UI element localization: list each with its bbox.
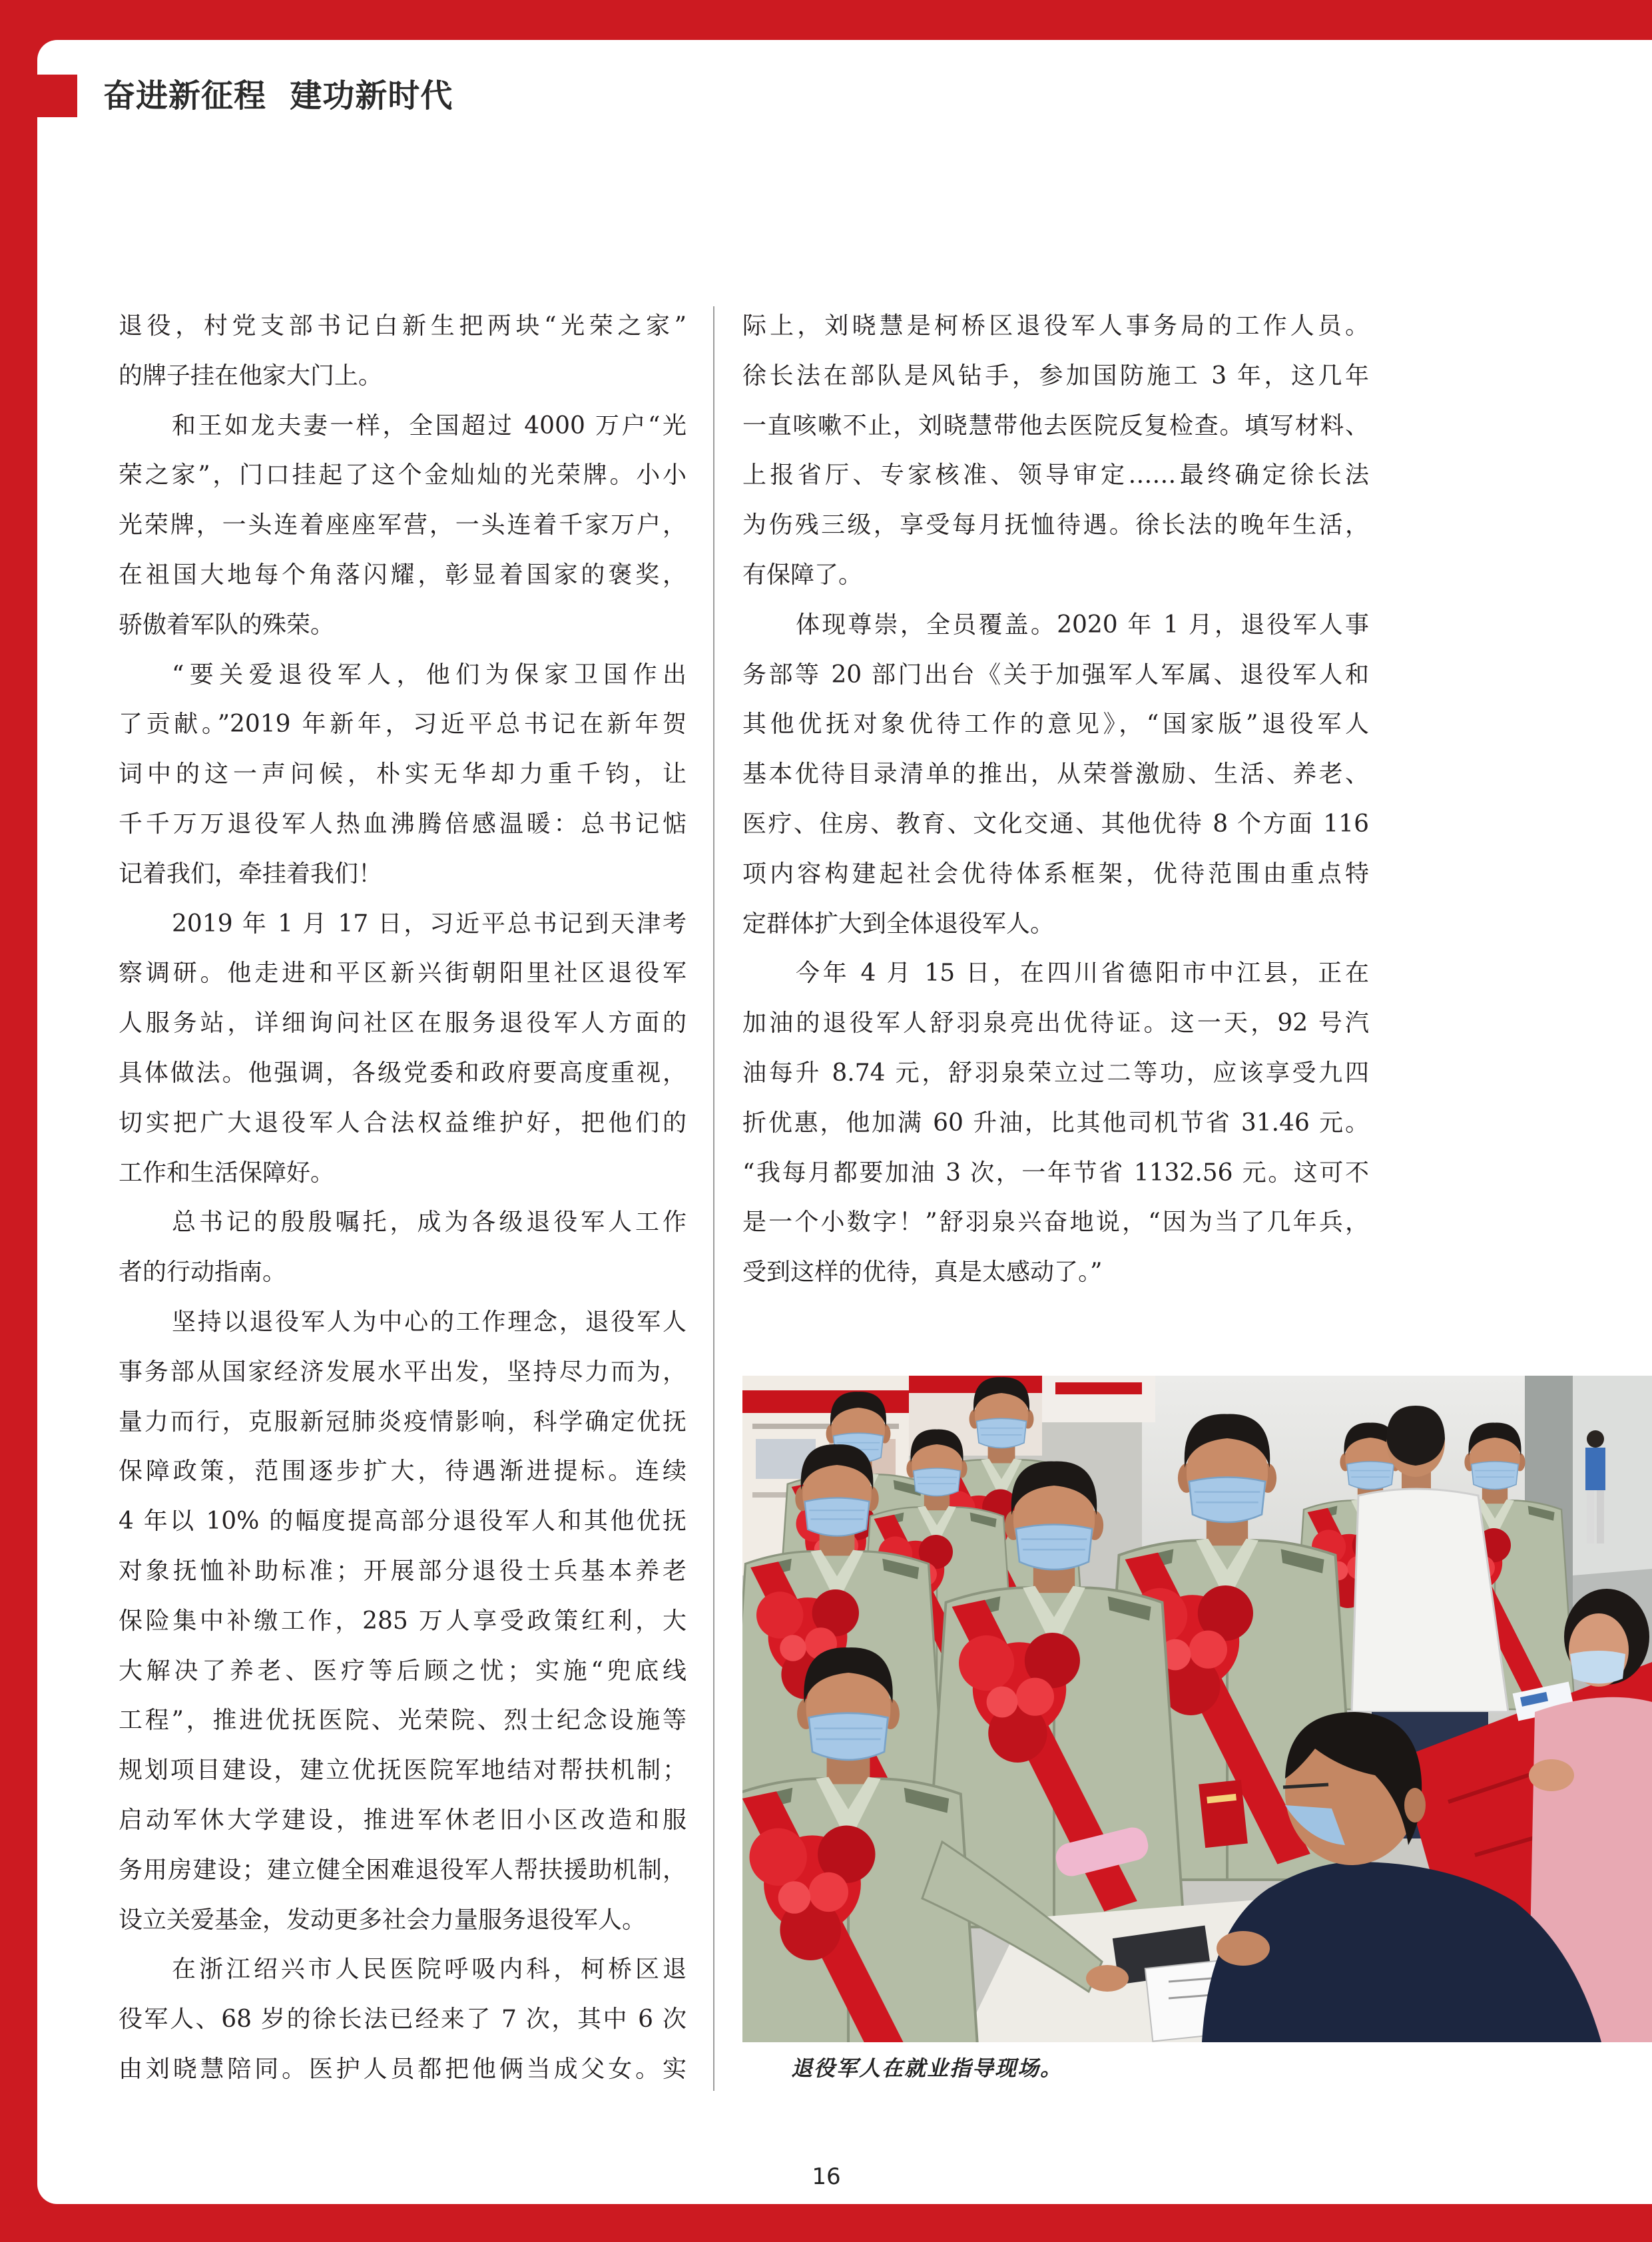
text-line: 工作和生活保障好。 <box>119 1159 335 1187</box>
column-divider <box>713 306 714 2091</box>
text-line: 一直咳嗽不止，刘晓慧带他去医院反复检查。填写材料、 <box>742 412 1369 439</box>
text-line: 今年 4 月 15 日，在四川省德阳市中江县，正在 <box>796 960 1369 987</box>
text-line: 务部等 20 部门出台《关于加强军人军属、退役军人和 <box>742 661 1369 689</box>
text-line: 事务部从国家经济发展水平出发，坚持尽力而为， <box>119 1358 687 1386</box>
text-line: 体现尊崇，全员覆盖。2020 年 1 月，退役军人事 <box>796 611 1369 639</box>
text-line: 的牌子挂在他家大门上。 <box>119 362 383 390</box>
text-line: 是一个小数字！”舒羽泉兴奋地说，“因为当了几年兵， <box>742 1209 1369 1237</box>
left-text-column <box>119 302 687 2095</box>
text-line: 务用房建设；建立健全困难退役军人帮扶援助机制， <box>119 1856 687 1884</box>
text-line: 定群体扩大到全体退役军人。 <box>742 910 1055 938</box>
text-line: 由刘晓慧陪同。医护人员都把他俩当成父女。实 <box>119 2055 687 2083</box>
text-line: 了贡献。”2019 年新年，习近平总书记在新年贺 <box>119 710 687 738</box>
text-line: 规划项目建设，建立优抚医院军地结对帮扶机制； <box>119 1757 687 1785</box>
section-title: 奋进新征程 建功新时代 <box>103 77 453 115</box>
paragraph <box>119 900 687 1199</box>
text-line: 切实把广大退役军人合法权益维护好，把他们的 <box>119 1109 687 1137</box>
text-line: 保障政策，范围逐步扩大，待遇渐进提标。连续 <box>119 1458 687 1486</box>
text-line: 基本优待目录清单的推出，从荣誉激励、生活、养老、 <box>742 760 1369 788</box>
text-line: 保险集中补缴工作，285 万人享受政策红利，大 <box>119 1607 687 1635</box>
text-line: 医疗、住房、教育、文化交通、其他优待 8 个方面 116 <box>742 810 1369 838</box>
text-line: 具体做法。他强调，各级党委和政府要高度重视， <box>119 1059 687 1087</box>
text-line: 和王如龙夫妻一样，全国超过 4000 万户“光 <box>172 412 687 439</box>
paragraph <box>119 1198 687 1298</box>
text-line: 项内容构建起社会优待体系框架，优待范围由重点特 <box>742 860 1369 888</box>
text-line: 为伤残三级，享受每月抚恤待遇。徐长法的晚年生活， <box>742 511 1369 539</box>
text-line: 退役，村党支部书记白新生把两块“光荣之家” <box>119 312 687 340</box>
photo-caption: 退役军人在就业指导现场。 <box>791 2056 1063 2081</box>
text-line: 骄傲着军队的殊荣。 <box>119 611 335 639</box>
text-line: 受到这样的优待，真是太感动了。” <box>742 1259 1103 1286</box>
text-line: 徐长法在部队是风钻手，参加国防施工 3 年，这几年 <box>742 362 1369 390</box>
text-line: 者的行动指南。 <box>119 1259 287 1286</box>
text-line: 工程”，推进优抚医院、光荣院、烈士纪念设施等 <box>119 1707 687 1735</box>
text-line: 词中的这一声问候，朴实无华却力重千钧，让 <box>119 760 687 788</box>
paragraph <box>119 651 687 900</box>
photo-image <box>742 1376 1652 2042</box>
paragraph <box>742 302 1369 601</box>
text-line: 在祖国大地每个角落闪耀，彰显着国家的褒奖， <box>119 561 687 589</box>
text-line: 量力而行，克服新冠肺炎疫情影响，科学确定优抚 <box>119 1408 687 1436</box>
paragraph <box>119 1945 687 2094</box>
text-line: 记着我们，牵挂着我们！ <box>119 860 383 888</box>
text-line: 折优惠，他加满 60 升油，比其他司机节省 31.46 元。 <box>742 1109 1369 1137</box>
section-marker <box>37 75 77 117</box>
text-line: 役军人、68 岁的徐长法已经来了 7 次，其中 6 次 <box>119 2006 687 2034</box>
text-line: 对象抚恤补助标准；开展部分退役士兵基本养老 <box>119 1557 687 1585</box>
paragraph <box>119 302 687 402</box>
page-number: 16 <box>812 2163 841 2190</box>
text-line: 人服务站，详细询问社区在服务退役军人方面的 <box>119 1009 687 1037</box>
text-line: 油每升 8.74 元，舒羽泉荣立过二等功，应该享受九四 <box>742 1059 1369 1087</box>
paragraph <box>742 949 1369 1298</box>
text-line: 设立关爱基金，发动更多社会力量服务退役军人。 <box>119 1906 647 1934</box>
paragraph <box>742 601 1369 950</box>
right-text-column <box>742 302 1369 1298</box>
text-line: 加油的退役军人舒羽泉亮出优待证。这一天，92 号汽 <box>742 1009 1369 1037</box>
photo-figure <box>742 1376 1652 2042</box>
text-line: 千千万万退役军人热血沸腾倍感温暖：总书记惦 <box>119 810 687 838</box>
paragraph <box>119 402 687 651</box>
text-line: 际上，刘晓慧是柯桥区退役军人事务局的工作人员。 <box>742 312 1369 340</box>
text-line: 4 年以 10% 的幅度提高部分退役军人和其他优抚 <box>119 1508 687 1536</box>
paragraph <box>119 1298 687 1945</box>
text-line: 坚持以退役军人为中心的工作理念，退役军人 <box>172 1308 687 1336</box>
text-line: “要关爱退役军人，他们为保家卫国作出 <box>172 661 687 689</box>
text-line: 总书记的殷殷嘱托，成为各级退役军人工作 <box>172 1209 687 1237</box>
text-line: 上报省厅、专家核准、领导审定……最终确定徐长法 <box>742 461 1369 489</box>
text-line: 光荣牌，一头连着座座军营，一头连着千家万户， <box>119 511 687 539</box>
text-line: 其他优抚对象优待工作的意见》，“国家版”退役军人 <box>742 710 1369 738</box>
text-line: 荣之家”，门口挂起了这个金灿灿的光荣牌。小小 <box>119 461 687 489</box>
text-line: 有保障了。 <box>742 561 863 589</box>
text-line: 察调研。他走进和平区新兴街朝阳里社区退役军 <box>119 960 687 987</box>
text-line: 在浙江绍兴市人民医院呼吸内科，柯桥区退 <box>172 1956 687 1984</box>
text-line: 大解决了养老、医疗等后顾之忧；实施“兜底线 <box>119 1657 687 1685</box>
text-line: 2019 年 1 月 17 日，习近平总书记到天津考 <box>172 910 687 938</box>
text-line: 启动军休大学建设，推进军休老旧小区改造和服 <box>119 1806 687 1834</box>
text-line: “我每月都要加油 3 次，一年节省 1132.56 元。这可不 <box>742 1159 1369 1187</box>
